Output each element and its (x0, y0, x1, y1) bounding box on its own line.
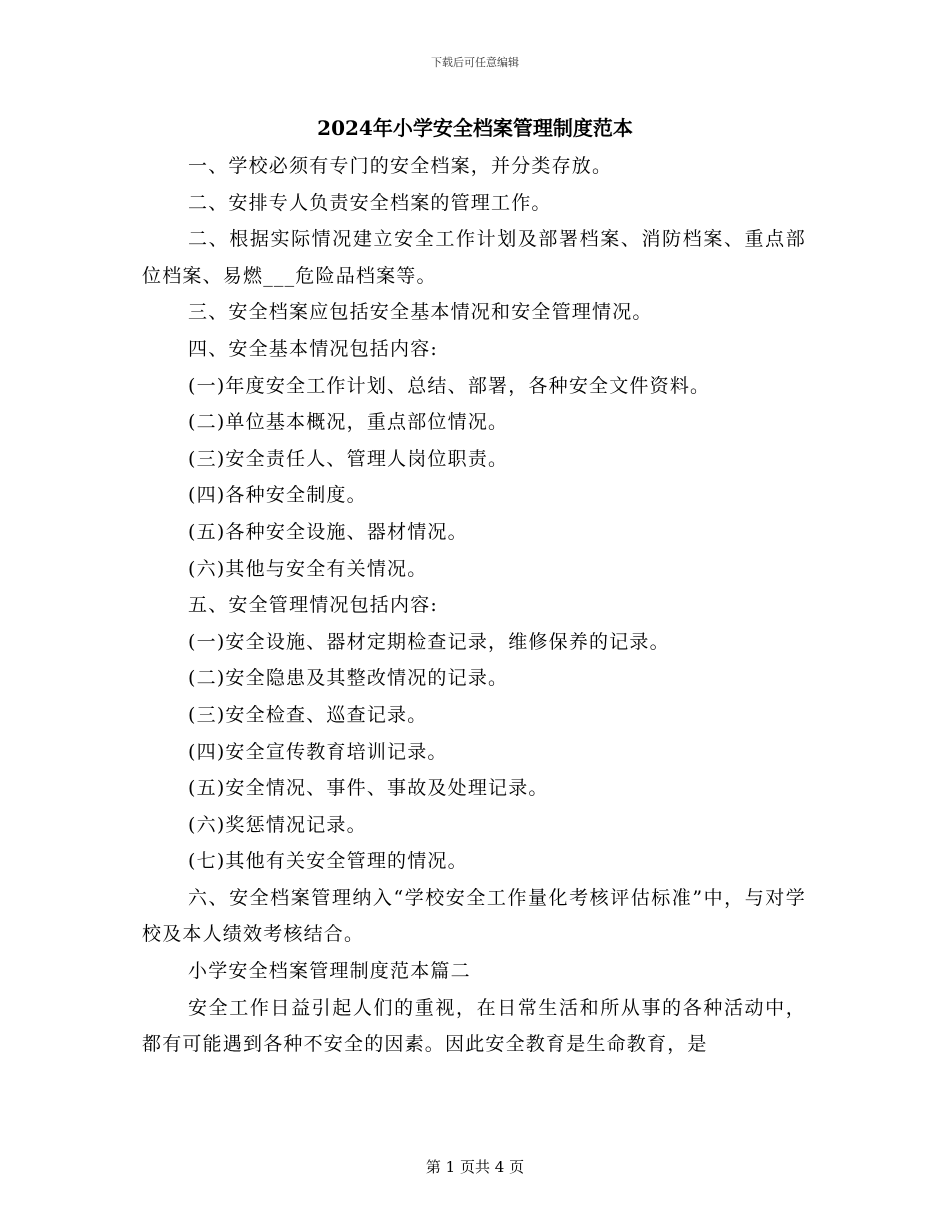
paragraph: (四)安全宣传教育培训记录。 (188, 740, 448, 763)
paragraph: 一、学校必须有专门的安全档案，并分类存放。 (188, 155, 613, 177)
section-heading: 小学安全档案管理制度范本篇二 (188, 960, 471, 983)
paragraph: (一)安全设施、器材定期检查记录，维修保养的记录。 (188, 630, 670, 653)
page-indicator: 第 1 页共 4 页 (425, 1158, 525, 1176)
paragraph: 四、安全基本情况包括内容: (188, 337, 439, 360)
document-body (142, 148, 806, 1063)
paragraph: (三)安全检查、巡查记录。 (188, 703, 428, 726)
page-title: 2024年小学安全档案管理制度范本 (317, 116, 633, 140)
paragraph: 二、根据实际情况建立安全工作计划及部署档案、消防档案、重点部位档案、易燃___危险品档案等。 (142, 228, 806, 287)
paragraph: 安全工作日益引起人们的重视，在日常生活和所从事的各种活动中，都有可能遇到各种不安全的因素。因此安全教育是生命教育，是 (142, 996, 806, 1056)
paragraph: (三)安全责任人、管理人岗位职责。 (188, 447, 509, 470)
paragraph: (五)安全情况、事件、事故及处理记录。 (188, 777, 549, 800)
paragraph: 二、安排专人负责安全档案的管理工作。 (188, 191, 552, 214)
paragraph: 六、安全档案管理纳入“学校安全工作量化考核评估标准”中，与对学校及本人绩效考核结合。 (142, 886, 806, 946)
paragraph: (六)其他与安全有关情况。 (188, 557, 428, 580)
paragraph: 五、安全管理情况包括内容: (188, 594, 439, 617)
paragraph: (二)单位基本概况，重点部位情况。 (188, 411, 509, 434)
paragraph: (六)奖惩情况记录。 (188, 813, 367, 836)
paragraph: (一)年度安全工作计划、总结、部署，各种安全文件资料。 (188, 374, 711, 397)
paragraph: (四)各种安全制度。 (188, 484, 367, 507)
paragraph: (七)其他有关安全管理的情况。 (188, 850, 468, 873)
paragraph: (二)安全隐患及其整改情况的记录。 (188, 667, 509, 690)
header-note: 下载后可任意编辑 (431, 56, 519, 69)
paragraph: 三、安全档案应包括安全基本情况和安全管理情况。 (188, 301, 653, 324)
paragraph: (五)各种安全设施、器材情况。 (188, 520, 468, 543)
